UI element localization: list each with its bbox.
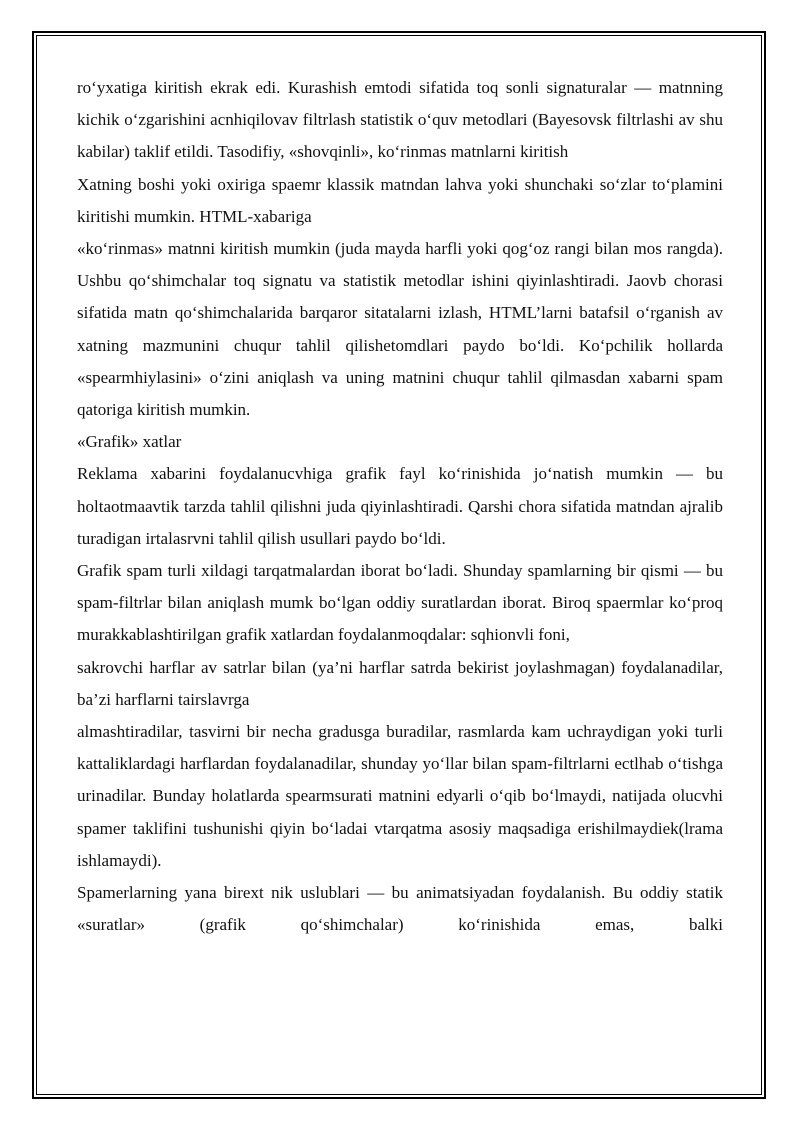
paragraph: ro‘yxatiga kiritish ekrak edi. Kurashish emtodi sifatida toq sonli signaturalar — matnning kichik o‘zgarishini acnhiqilovav filtrlash statistik o‘quv metodlari (Bayesovsk filtrlashi av shu kabilar) taklif etildi. Tasodifiy, «shovqinli», ko‘rinmas matnlarni kiritish <box>77 78 723 162</box>
paragraph: Reklama xabarini foydalanucvhiga grafik fayl ko‘rinishida jo‘natish mumkin — bu holtaotmaavtik tarzda tahlil qilishni juda qiyinlashtiradi. Qarshi chora sifatida matndan ajralib turadigan irtalasrvni tahlil qilish usullari paydo bo‘ldi. <box>77 464 723 548</box>
paragraph: Grafik spam turli xildagi tarqatmalardan iborat bo‘ladi. Shunday spamlarning bir qismi — bu spam-filtrlar bilan aniqlash mumk bo‘lgan oddiy suratlardan iborat. Biroq spaermlar ko‘proq murakkablashtirilgan grafik xatlardan foydalanmoqdalar: sqhionvli foni, <box>77 561 723 645</box>
paragraph: Spamerlarning yana birext nik uslublari — bu animatsiyadan foydalanish. Bu oddiy statik «suratlar» (grafik qo‘shimchalar) ko‘rinishida emas, balki <box>77 883 723 935</box>
document-body <box>77 72 723 941</box>
paragraph: sakrovchi harflar av satrlar bilan (ya’ni harflar satrda bekirist joylashmagan) foydalanadilar, ba’zi harflarni tairslavrga <box>77 657 723 709</box>
paragraph: almashtiradilar, tasvirni bir necha gradusga buradilar, rasmlarda kam uchraydigan yoki turli kattaliklardagi harflardan foydalanadilar, shunday yo‘llar bilan spam-filtrlarni ectlhab o‘tishga urinadilar. Bunday holatlarda spearmsurati matnini edyarli o‘qib bo‘lmaydi, natijada olucvhi spamer taklifini tushunishi qiyin bo‘ladai vtarqatma asosiy maqsadiga erishilmaydiek(lrama ishlamaydi). <box>77 722 723 870</box>
paragraph: Xatning boshi yoki oxiriga spaemr klassik matndan lahva yoki shunchaki so‘zlar to‘plamini kiritishi mumkin. HTML-xabariga <box>77 174 723 226</box>
paragraph: «ko‘rinmas» matnni kiritish mumkin (juda mayda harfli yoki qog‘oz rangi bilan mos rangda). Ushbu qo‘shimchalar toq signatu va statistik metodlar ishini qiyinlashtiradi. Jaovb chorasi sifatida matn qo‘shimchalarida barqaror sitatalarni izlash, HTML’larni batafsil o‘rganish av xatning mazmunini chuqur tahlil qilishetomdlari paydo bo‘ldi. Ko‘pchilik hollarda «spearmhiylasini» o‘zini aniqlash va uning matnini chuqur tahlil qilmasdan xabarni spam qatoriga kiritish mumkin. <box>77 239 723 420</box>
section-heading: «Grafik» xatlar <box>77 432 182 452</box>
